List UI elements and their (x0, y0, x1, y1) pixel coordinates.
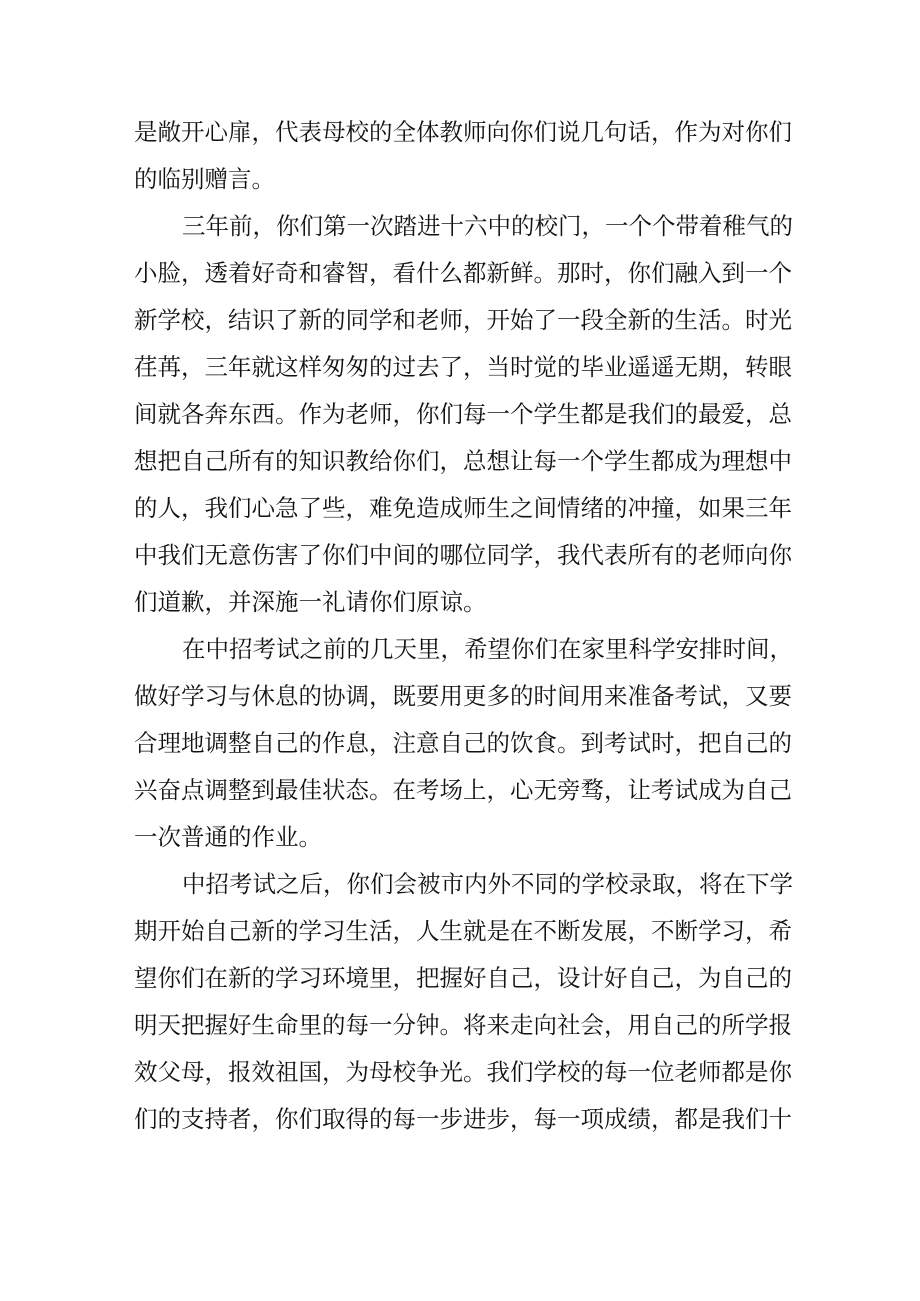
text-line: 做好学习与休息的协调，既要用更多的时间用来准备考试，又要 (134, 682, 792, 710)
text-line: 兴奋点调整到最佳状态。在考场上，心无旁骛，让考试成为自己 (134, 776, 792, 804)
text-line: 新学校，结识了新的同学和老师，开始了一段全新的生活。时光 (134, 306, 792, 334)
paragraph (134, 109, 792, 203)
text-line: 想把自己所有的知识教给你们，总想让每一个学生都成为理想中 (134, 447, 792, 475)
paragraph (134, 203, 792, 626)
text-line: 三年前，你们第一次踏进十六中的校门，一个个带着稚气的 (182, 212, 793, 240)
text-line: 是敞开心扉，代表母校的全体教师向你们说几句话，作为对你们 (134, 118, 792, 146)
text-line: 的人，我们心急了些，难免造成师生之间情绪的冲撞，如果三年 (134, 494, 792, 522)
paragraph (134, 626, 792, 861)
text-line: 中招考试之后，你们会被市内外不同的学校录取，将在下学 (182, 870, 793, 898)
text-line: 们道歉，并深施一礼请你们原谅。 (134, 588, 487, 616)
text-line: 间就各奔东西。作为老师，你们每一个学生都是我们的最爱，总 (134, 400, 792, 428)
text-line: 期开始自己新的学习生活，人生就是在不断发展，不断学习，希 (134, 917, 792, 945)
text-line: 中我们无意伤害了你们中间的哪位同学，我代表所有的老师向你 (134, 541, 792, 569)
text-line: 望你们在新的学习环境里，把握好自己，设计好自己，为自己的 (134, 964, 792, 992)
text-line: 荏苒，三年就这样匆匆的过去了，当时觉的毕业遥遥无期，转眼 (134, 353, 792, 381)
document-body (134, 109, 792, 1143)
paragraph (134, 861, 792, 1143)
text-line: 的临别赠言。 (134, 165, 275, 193)
text-line: 在中招考试之前的几天里，希望你们在家里科学安排时间， (182, 635, 793, 663)
text-line: 小脸，透着好奇和睿智，看什么都新鲜。那时，你们融入到一个 (134, 259, 792, 287)
text-line: 一次普通的作业。 (134, 823, 322, 851)
text-line: 们的支持者，你们取得的每一步进步，每一项成绩，都是我们十 (134, 1105, 792, 1133)
text-line: 效父母，报效祖国，为母校争光。我们学校的每一位老师都是你 (134, 1058, 792, 1086)
text-line: 合理地调整自己的作息，注意自己的饮食。到考试时，把自己的 (134, 729, 792, 757)
text-line: 明天把握好生命里的每一分钟。将来走向社会，用自己的所学报 (134, 1011, 792, 1039)
